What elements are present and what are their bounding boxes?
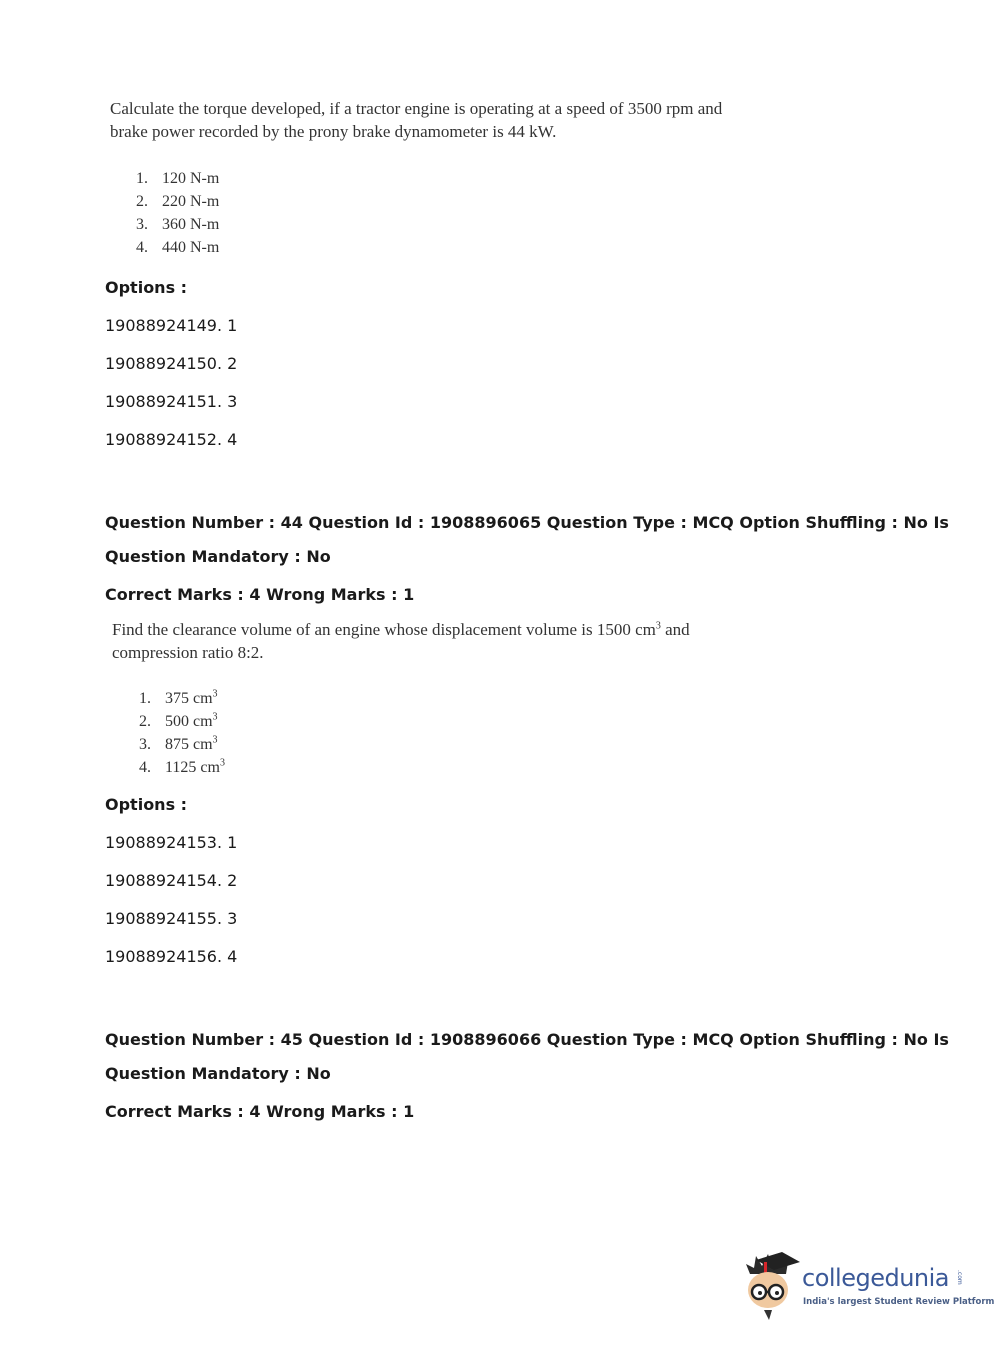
superscript: 3	[655, 620, 661, 632]
question-image-clearance	[112, 618, 690, 664]
question-stem	[112, 618, 690, 664]
choice-text: 120 N-m	[162, 170, 220, 187]
choice-row	[136, 167, 219, 190]
choice-text: 440 N-m	[162, 239, 220, 256]
choice-row	[136, 213, 219, 236]
choice-number: 1.	[136, 170, 148, 187]
stem-line: compression ratio 8:2.	[112, 643, 264, 662]
question-header: Question Number : 44 Question Id : 1908896065 Question Type : MCQ Option Shuffling : No Is	[105, 513, 949, 532]
choice-number: 3.	[139, 736, 151, 753]
choice-number: 4.	[136, 239, 148, 256]
question-image-torque	[110, 97, 722, 143]
option-id-row: 19088924152. 4	[105, 430, 238, 449]
option-id-row: 19088924151. 3	[105, 392, 238, 411]
choice-row	[136, 190, 219, 213]
option-id-row: 19088924155. 3	[105, 909, 238, 928]
superscript: 3	[212, 734, 218, 746]
option-id-row: 19088924149. 1	[105, 316, 238, 335]
question-header: Question Number : 45 Question Id : 1908896066 Question Type : MCQ Option Shuffling : No Is	[105, 1030, 949, 1049]
choice-text: 500 cm	[165, 713, 213, 730]
mascot-icon	[742, 1250, 802, 1322]
stem-line: brake power recorded by the prony brake dynamometer is 44 kW.	[110, 122, 557, 141]
choice-row	[136, 236, 219, 259]
question-choices	[136, 167, 219, 259]
stem-line: Calculate the torque developed, if a tractor engine is operating at a speed of 3500 rpm and	[110, 99, 723, 118]
choice-row	[139, 687, 225, 710]
collegedunia-logo	[742, 1250, 995, 1322]
superscript: 3	[212, 688, 218, 700]
choice-row	[139, 733, 225, 756]
choice-row	[139, 756, 225, 779]
option-id-row: 19088924150. 2	[105, 354, 238, 373]
option-id-row: 19088924154. 2	[105, 871, 238, 890]
superscript: 3	[219, 757, 225, 769]
logo-domain-suffix: .com	[956, 1270, 963, 1285]
question-marks: Correct Marks : 4 Wrong Marks : 1	[105, 585, 415, 604]
choice-text: 375 cm	[165, 690, 213, 707]
choice-text: 220 N-m	[162, 193, 220, 210]
stem-text: and	[660, 620, 690, 639]
options-heading: Options :	[105, 795, 188, 814]
choice-number: 3.	[136, 216, 148, 233]
stem-text: Find the clearance volume of an engine whose displacement volume is 1500 cm	[112, 620, 656, 639]
choice-text: 360 N-m	[162, 216, 220, 233]
question-stem	[110, 97, 722, 143]
choice-number: 4.	[139, 759, 151, 776]
choice-text: 1125 cm	[165, 759, 220, 776]
superscript: 3	[212, 711, 218, 723]
option-id-row: 19088924153. 1	[105, 833, 238, 852]
choice-text: 875 cm	[165, 736, 213, 753]
option-id-row: 19088924156. 4	[105, 947, 238, 966]
choice-row	[139, 710, 225, 733]
choice-number: 2.	[136, 193, 148, 210]
question-marks: Correct Marks : 4 Wrong Marks : 1	[105, 1102, 415, 1121]
logo-wordmark: collegedunia	[802, 1264, 950, 1292]
question-mandatory: Question Mandatory : No	[105, 547, 331, 566]
question-choices	[139, 687, 225, 779]
question-mandatory: Question Mandatory : No	[105, 1064, 331, 1083]
logo-tagline: India's largest Student Review Platform	[803, 1297, 995, 1307]
stem-line	[112, 618, 690, 641]
choice-number: 1.	[139, 690, 151, 707]
choice-number: 2.	[139, 713, 151, 730]
options-heading: Options :	[105, 278, 188, 297]
